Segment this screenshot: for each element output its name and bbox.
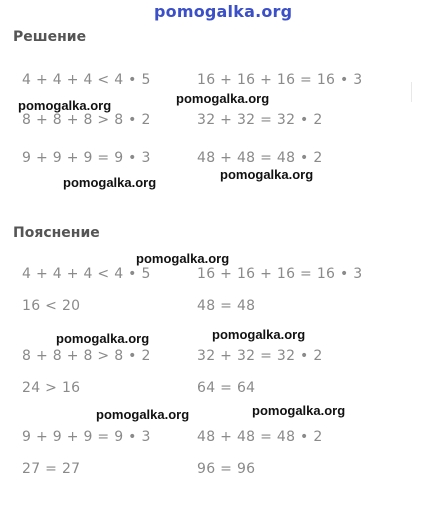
explanation-expression: 8 + 8 + 8 > 8 • 2 <box>22 348 151 364</box>
explanation-heading: Пояснение <box>13 225 100 241</box>
watermark: pomogalka.org <box>96 407 190 422</box>
solution-heading: Решение <box>13 29 87 45</box>
watermark: pomogalka.org <box>136 251 230 266</box>
watermark: pomogalka.org <box>63 175 157 190</box>
explanation-expression: 16 < 20 <box>22 298 81 314</box>
solution-expression: 8 + 8 + 8 > 8 • 2 <box>22 112 151 128</box>
solution-expression: 32 + 32 = 32 • 2 <box>197 112 323 128</box>
watermark: pomogalka.org <box>56 331 150 346</box>
explanation-expression: 27 = 27 <box>22 461 81 477</box>
solution-expression: 48 + 48 = 48 • 2 <box>197 150 323 166</box>
explanation-expression: 4 + 4 + 4 < 4 • 5 <box>22 266 151 282</box>
divider-line <box>411 82 412 102</box>
explanation-expression: 32 + 32 = 32 • 2 <box>197 348 323 364</box>
explanation-expression: 24 > 16 <box>22 380 81 396</box>
explanation-expression: 64 = 64 <box>197 380 256 396</box>
watermark: pomogalka.org <box>220 167 314 182</box>
explanation-expression: 9 + 9 + 9 = 9 • 3 <box>22 429 151 445</box>
explanation-expression: 16 + 16 + 16 = 16 • 3 <box>197 266 363 282</box>
watermark: pomogalka.org <box>252 403 346 418</box>
watermark: pomogalka.org <box>18 98 112 113</box>
explanation-expression: 96 = 96 <box>197 461 256 477</box>
solution-expression: 16 + 16 + 16 = 16 • 3 <box>197 72 363 88</box>
watermark: pomogalka.org <box>176 91 270 106</box>
watermark: pomogalka.org <box>212 327 306 342</box>
explanation-expression: 48 + 48 = 48 • 2 <box>197 429 323 445</box>
explanation-expression: 48 = 48 <box>197 298 256 314</box>
site-title: pomogalka.org <box>154 2 293 21</box>
solution-expression: 4 + 4 + 4 < 4 • 5 <box>22 72 151 88</box>
solution-expression: 9 + 9 + 9 = 9 • 3 <box>22 150 151 166</box>
